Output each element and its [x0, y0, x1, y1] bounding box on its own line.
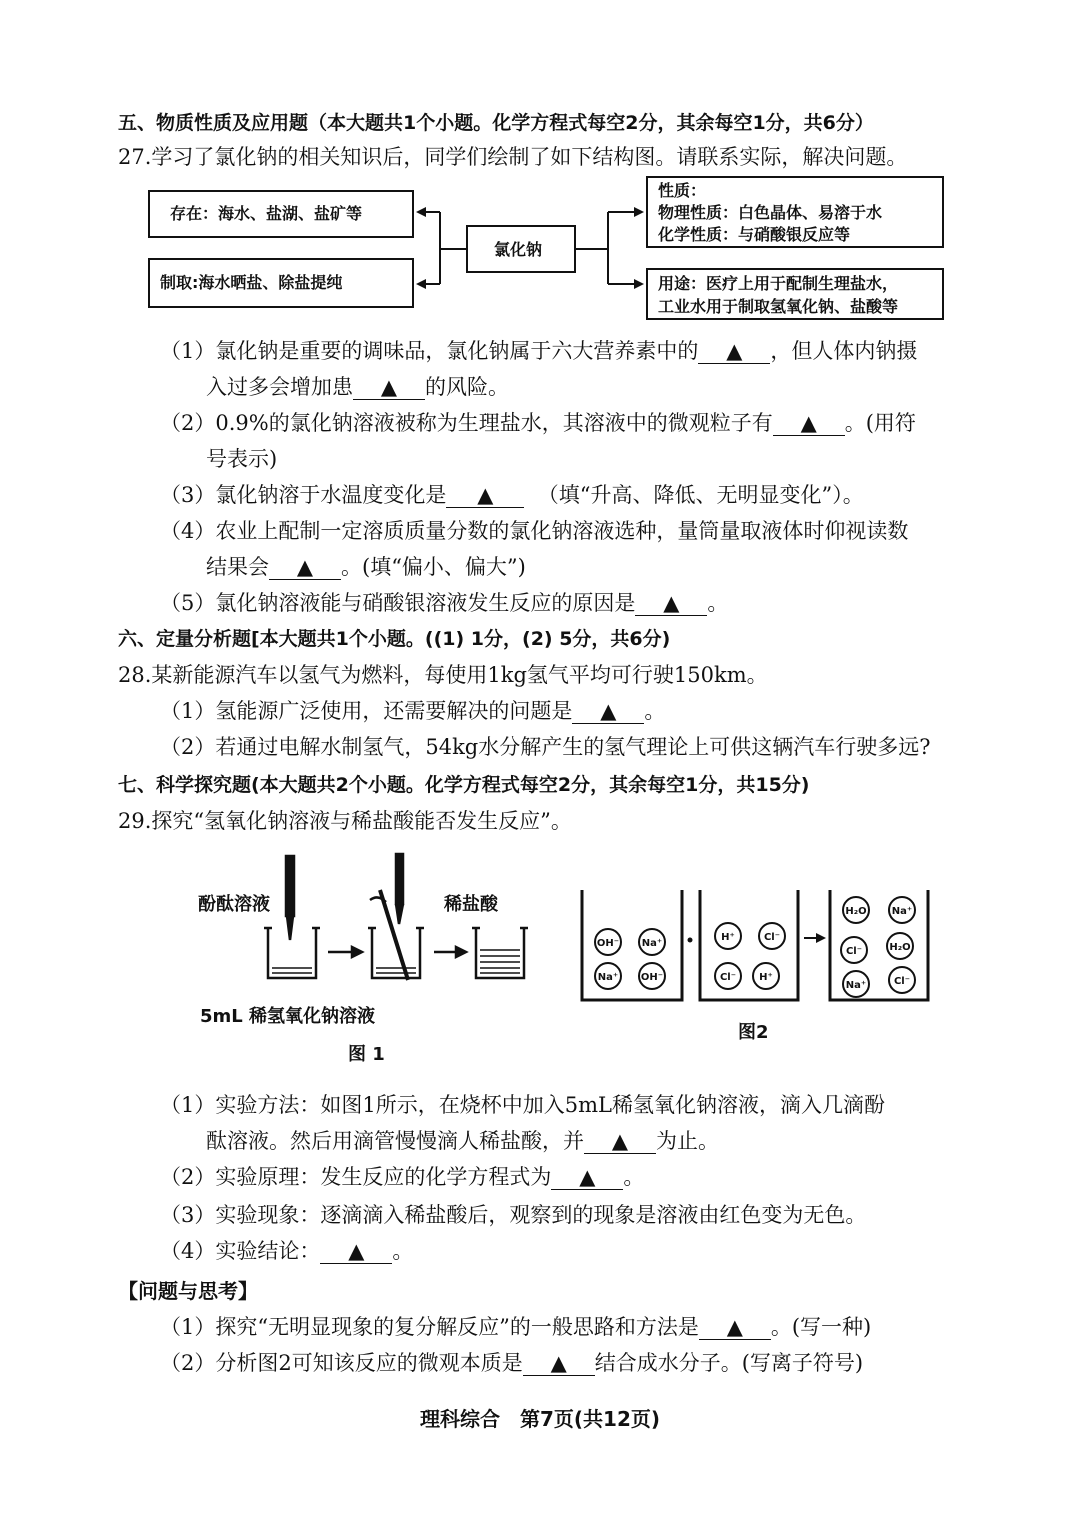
answer-blank[interactable]: ▲: [320, 1239, 392, 1264]
answer-blank[interactable]: ▲: [353, 375, 425, 400]
q27-part3: （3）氯化钠溶于水温度变化是 ▲ （填“升高、降低、无明显变化”）。: [160, 483, 864, 507]
properties-line: 化学性质：与硝酸银反应等: [658, 225, 851, 244]
ion-label: Cl⁻: [845, 946, 863, 957]
q27-part4-cont: 结果会 ▲ 。(填“偏小、偏大”): [206, 555, 526, 579]
q29-part3: （3）实验现象：逐滴滴入稀盐酸后，观察到的现象是溶液由红色变为无色。: [160, 1203, 867, 1227]
page-footer: 理科综合 第7页(共12页): [419, 1407, 661, 1431]
q27-stem: 27.学习了氯化钠的相关知识后，同学们绘制了如下结构图。请联系实际，解决问题。: [118, 145, 908, 169]
q28-part1: （1）氢能源广泛使用，还需要解决的问题是 ▲ 。: [160, 699, 666, 723]
q27-part4: （4）农业上配制一定溶质质量分数的氯化钠溶液选种，量筒量取液体时仰视读数: [160, 519, 909, 543]
ion-label: Na⁺: [597, 972, 619, 983]
ion-label: OH⁻: [596, 938, 620, 949]
prepare-text: 制取:海水晒盐、除盐提纯: [160, 273, 343, 292]
answer-blank[interactable]: ▲: [572, 699, 644, 724]
answer-blank[interactable]: ▲: [773, 411, 845, 436]
properties-line: 性质：: [658, 181, 707, 200]
uses-line: 用途：医疗上用于配制生理盐水，: [658, 274, 899, 293]
answer-blank[interactable]: ▲: [699, 1315, 771, 1340]
q27-part2: （2）0.9%的氯化钠溶液被称为生理盐水，其溶液中的微观粒子有 ▲ 。(用符: [160, 411, 916, 435]
think-part2: （2）分析图2可知该反应的微观本质是 ▲ 结合成水分子。(写离子符号): [160, 1351, 864, 1375]
section-6-title: 六、定量分析题[本大题共1个小题。((1) 1分，(2) 5分，共6分): [118, 628, 671, 650]
q27-part5: （5）氯化钠溶液能与硝酸银溶液发生反应的原因是 ▲ 。: [160, 591, 729, 615]
q29-part4: （4）实验结论： ▲ 。: [160, 1239, 414, 1263]
think-title: 【问题与思考】: [118, 1279, 258, 1303]
ion-label: H₂O: [845, 906, 867, 917]
ion-label: Cl⁻: [719, 972, 737, 983]
center-text: 氯化钠: [494, 240, 543, 259]
properties-line: 物理性质：白色晶体、易溶于水: [658, 203, 883, 222]
answer-blank[interactable]: ▲: [446, 483, 524, 508]
answer-blank[interactable]: ▲: [551, 1165, 623, 1190]
fig1-caption: 图 1: [348, 1044, 385, 1065]
q29-part1-cont: 酞溶液。然后用滴管慢慢滴人稀盐酸，并 ▲ 为止。: [206, 1129, 719, 1153]
diagram-connectors: [0, 0, 1080, 340]
ion-label: OH⁻: [640, 972, 664, 983]
answer-blank[interactable]: ▲: [523, 1351, 595, 1376]
fig1-label-phenolphthalein: 酚酞溶液: [198, 894, 270, 915]
q29-stem: 29.探究“氢氧化钠溶液与稀盐酸能否发生反应”。: [118, 809, 572, 833]
q28-part2: （2）若通过电解水制氢气，54kg水分解产生的氢气理论上可供这辆汽车行驶多远?: [160, 735, 931, 759]
fig1-apparatus: [250, 850, 550, 990]
ion-label: Cl⁻: [893, 976, 911, 987]
fig2-caption: 图2: [738, 1022, 769, 1043]
ion-label: Na⁺: [641, 938, 663, 949]
q28-stem: 28.某新能源汽车以氢气为燃料，每使用1kg氢气平均可行驶150km。: [118, 663, 768, 687]
ion-label: H⁺: [721, 932, 735, 943]
section-7-title: 七、科学探究题(本大题共2个小题。化学方程式每空2分，其余每空1分，共15分): [118, 774, 810, 796]
section-5-title: 五、物质性质及应用题（本大题共1个小题。化学方程式每空2分，其余每空1分，共6分）: [118, 112, 874, 134]
ion-label: Cl⁻: [763, 932, 781, 943]
q27-part1: （1）氯化钠是重要的调味品，氯化钠属于六大营养素中的 ▲ ，但人体内钠摄: [160, 339, 918, 363]
uses-line: 工业水用于制取氢氧化钠、盐酸等: [658, 297, 899, 316]
answer-blank[interactable]: ▲: [698, 339, 770, 364]
q29-part1: （1）实验方法：如图1所示，在烧杯中加入5mL稀氢氧化钠溶液，滴入几滴酚: [160, 1093, 885, 1117]
ion-label: Na⁺: [845, 980, 867, 991]
ion-label: H₂O: [889, 942, 911, 953]
q27-part2-cont: 号表示): [206, 447, 278, 471]
think-part1: （1）探究“无明显现象的复分解反应”的一般思路和方法是 ▲ 。(写一种): [160, 1315, 872, 1339]
fig1-label-naoh: 5mL 稀氢氧化钠溶液: [200, 1006, 376, 1027]
exist-text: 存在：海水、盐湖、盐矿等: [170, 204, 363, 223]
answer-blank[interactable]: ▲: [635, 591, 707, 616]
q27-part1-cont: 入过多会增加患 ▲ 的风险。: [206, 375, 509, 399]
fig1-label-hcl: 稀盐酸: [444, 894, 498, 915]
ion-label: Na⁺: [891, 906, 913, 917]
ion-label: H⁺: [759, 972, 773, 983]
q29-part2: （2）实验原理：发生反应的化学方程式为 ▲ 。: [160, 1165, 645, 1189]
fig2-ion-diagram: [576, 880, 936, 1010]
answer-blank[interactable]: ▲: [269, 555, 341, 580]
answer-blank[interactable]: ▲: [584, 1129, 656, 1154]
